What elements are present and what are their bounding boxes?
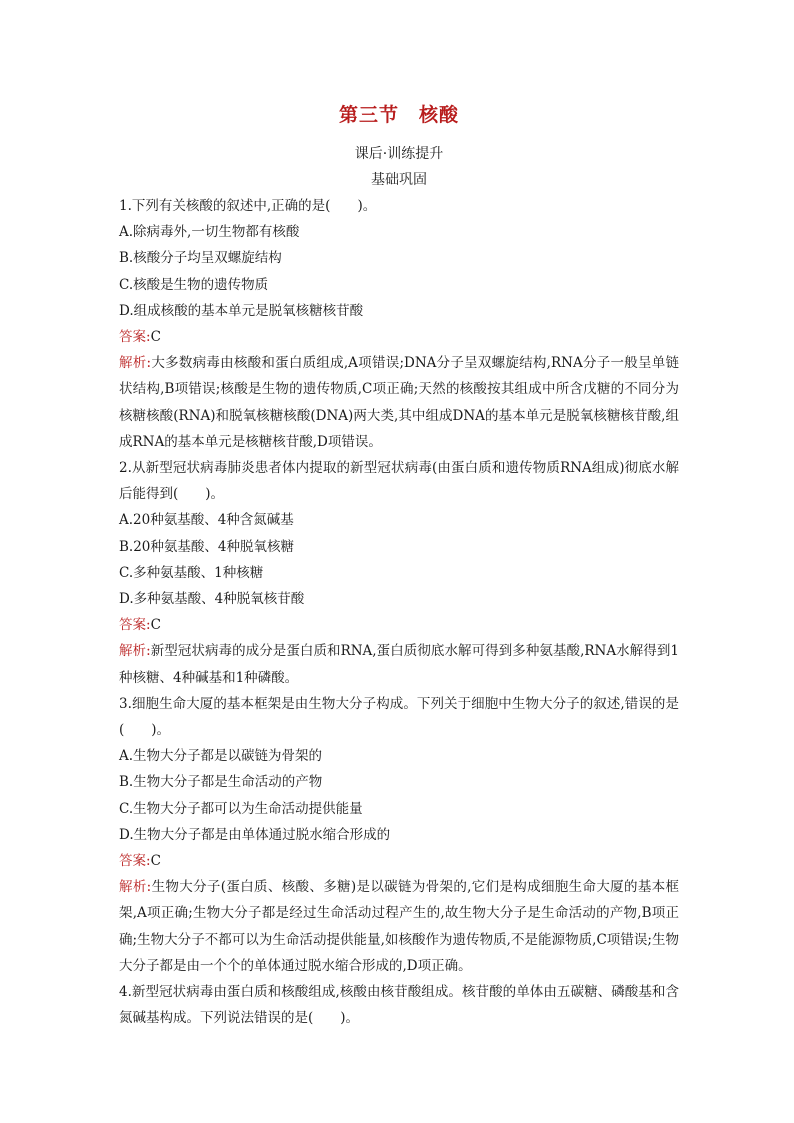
analysis-text: 新型冠状病毒的成分是蛋白质和RNA,蛋白质彻底水解可得到多种氨基酸,RNA水解得到1种核糖、4种碱基和1种磷酸。 bbox=[119, 643, 679, 686]
answer-label: 答案: bbox=[119, 617, 151, 634]
analysis-line bbox=[119, 350, 679, 455]
option-c: C.核酸是生物的遗传物质 bbox=[119, 276, 269, 293]
answer-value: C bbox=[150, 853, 161, 870]
question-3 bbox=[119, 691, 679, 979]
analysis-label: 解析: bbox=[119, 643, 151, 660]
option-a: A.20种氨基酸、4种含氮碱基 bbox=[119, 512, 294, 529]
answer-value: C bbox=[150, 617, 161, 634]
analysis-text: 大多数病毒由核酸和蛋白质组成,A项错误;DNA分子呈双螺旋结构,RNA分子一般呈单链状结构,B项错误;核酸是生物的遗传物质,C项正确;天然的核酸按其组成中所含戊糖的不同分为核糖核酸(RNA)和脱氧核糖核酸(DNA)两大类,其中组成DNA的基本单元是脱氧核糖核苷酸,组成RNA的基本单元是核糖核苷酸,D项错误。 bbox=[119, 355, 679, 450]
analysis-text: 生物大分子(蛋白质、核酸、多糖)是以碳链为骨架的,它们是构成细胞生命大厦的基本框架,A项正确;生物大分子都是经过生命活动过程产生的,故生物大分子是生命活动的产物,B项正确;生物大分子不都可以为生命活动提供能量,如核酸作为遗传物质,不是能源物质,C项错误;生物大分子都是由一个个的单体通过脱水缩合形成的,D项正确。 bbox=[119, 879, 679, 974]
question-4 bbox=[119, 979, 679, 1031]
page-title: 第三节 核酸 bbox=[338, 104, 459, 126]
option-d: D.多种氨基酸、4种脱氧核苷酸 bbox=[119, 591, 305, 608]
option-c: C.多种氨基酸、1种核糖 bbox=[119, 564, 264, 581]
option-a: A.除病毒外,一切生物都有核酸 bbox=[119, 224, 300, 241]
answer-line bbox=[119, 848, 679, 874]
analysis-line bbox=[119, 874, 679, 979]
question-stem: 2.从新型冠状病毒肺炎患者体内提取的新型冠状病毒(由蛋白质和遗传物质RNA组成)彻底水解后能得到( )。 bbox=[119, 460, 679, 503]
option-d: D.生物大分子都是由单体通过脱水缩合形成的 bbox=[119, 826, 391, 843]
analysis-label: 解析: bbox=[119, 879, 152, 896]
analysis-label: 解析: bbox=[119, 355, 152, 372]
answer-line bbox=[119, 612, 679, 638]
answer-label: 答案: bbox=[119, 853, 151, 870]
option-b: B.核酸分子均呈双螺旋结构 bbox=[119, 250, 282, 267]
answer-value: C bbox=[150, 329, 161, 346]
option-c: C.生物大分子都可以为生命活动提供能量 bbox=[119, 800, 363, 817]
answer-line bbox=[119, 324, 679, 350]
question-1 bbox=[119, 193, 679, 455]
section-heading: 课后·训练提升 bbox=[354, 146, 444, 162]
option-b: B.20种氨基酸、4种脱氧核糖 bbox=[119, 538, 294, 555]
question-stem: 1.下列有关核酸的叙述中,正确的是( )。 bbox=[119, 198, 377, 214]
question-stem: 3.细胞生命大厦的基本框架是由生物大分子构成。下列关于细胞中生物大分子的叙述,错误的是( )。 bbox=[119, 695, 679, 739]
option-a: A.生物大分子都是以碳链为骨架的 bbox=[119, 748, 323, 765]
option-b: B.生物大分子都是生命活动的产物 bbox=[119, 774, 323, 791]
subsection-heading: 基础巩固 bbox=[371, 172, 427, 188]
option-d: D.组成核酸的基本单元是脱氧核糖核苷酸 bbox=[119, 302, 364, 319]
question-2 bbox=[119, 455, 679, 691]
answer-label: 答案: bbox=[119, 329, 151, 346]
analysis-line bbox=[119, 638, 679, 690]
document-page bbox=[119, 100, 679, 1032]
question-stem: 4.新型冠状病毒由蛋白质和核酸组成,核酸由核苷酸组成。核苷酸的单体由五碳糖、磷酸基和含氮碱基构成。下列说法错误的是( )。 bbox=[119, 984, 679, 1027]
